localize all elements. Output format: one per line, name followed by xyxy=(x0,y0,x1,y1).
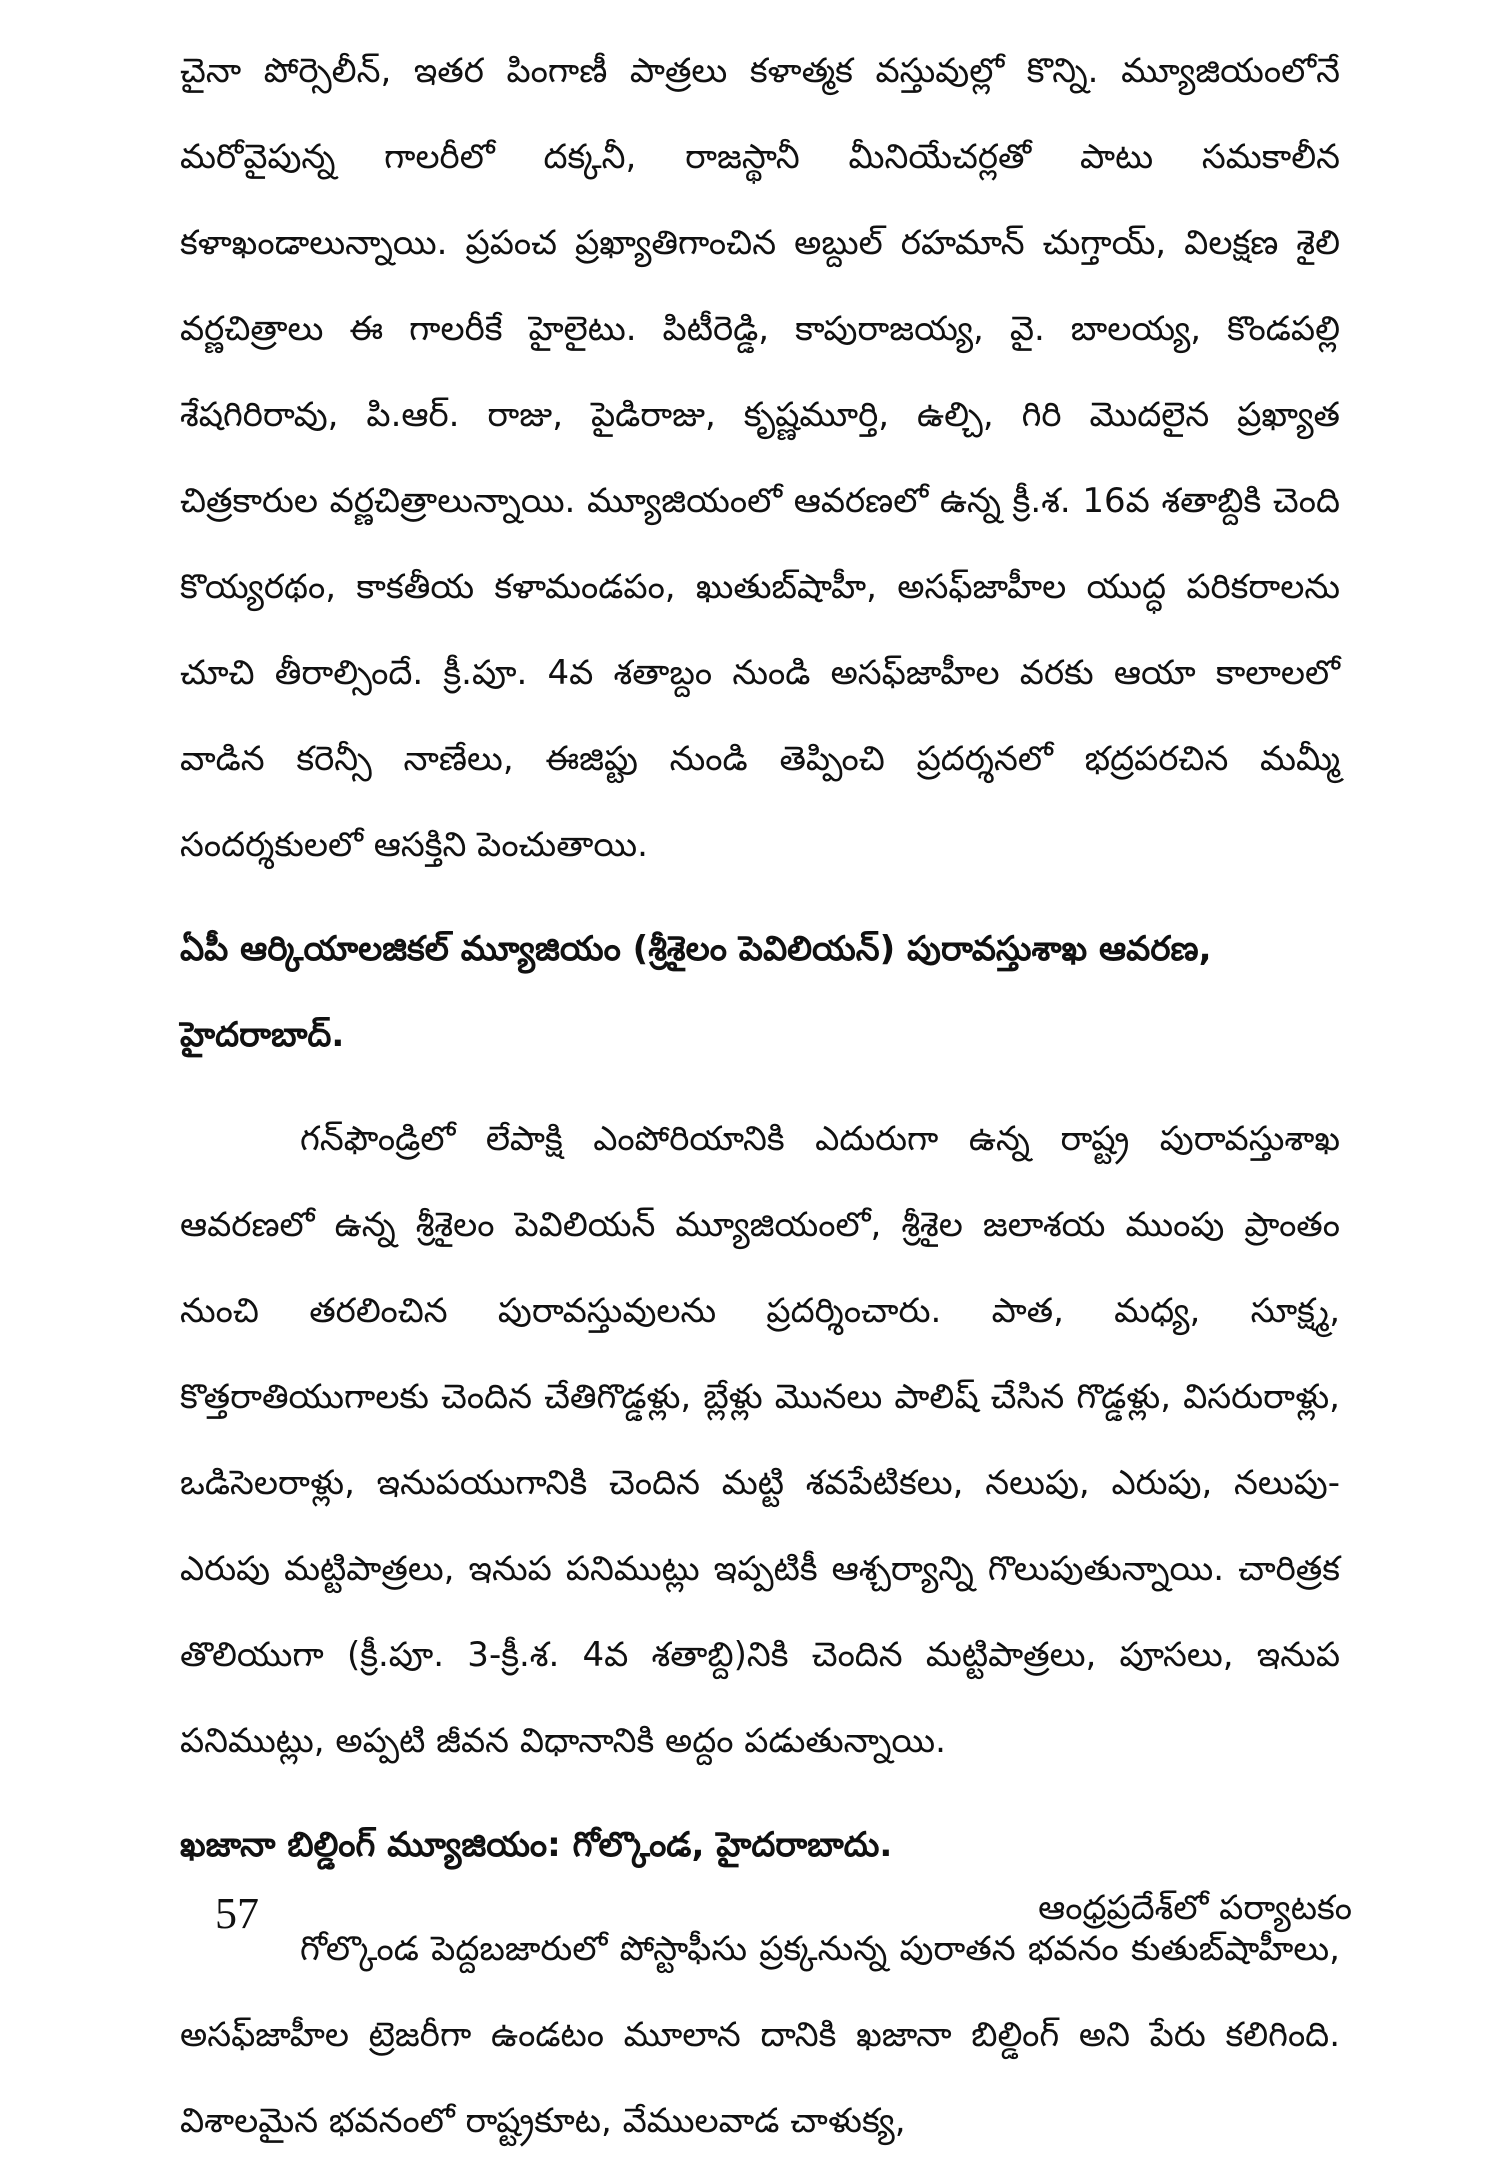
body-paragraph-1: చైనా పోర్సెలీన్, ఇతర పింగాణీ పాత్రలు కళాత్మక వస్తువుల్లో కొన్ని. మ్యూజియంలోనే మరోవైపున్న గాలరీలో దక్కనీ, రాజస్థానీ మీనియేచర్లతో పాటు సమకాలీన కళాఖండాలున్నాయి. ప్రపంచ ప్రఖ్యాతిగాంచిన అబ్దుల్ రహమాన్ చుగ్తాయ్, విలక్షణ శైలి వర్ణచిత్రాలు ఈ గాలరీకే హైలైటు. పిటీరెడ్డి, కాపురాజయ్య, వై. బాలయ్య, కొండపల్లి శేషగిరిరావు, పి.ఆర్. రాజు, పైడిరాజు, కృష్ణమూర్తి, ఉల్చి, గిరి మొదలైన ప్రఖ్యాత చిత్రకారుల వర్ణచిత్రాలున్నాయి. మ్యూజియంలో ఆవరణలో ఉన్న క్రీ.శ. 16వ శతాబ్దికి చెంది కొయ్యరథం, కాకతీయ కళామండపం, ఖుతుబ్‌షాహీ, అసఫ్‌జాహీల యుద్ధ పరికరాలను చూచి తీరాల్సిందే. క్రీ.పూ. 4వ శతాబ్దం నుండి అసఫ్‌జాహీల వరకు ఆయా కాలాలలో వాడిన కరెన్సీ నాణేలు, ఈజిప్టు నుండి తెప్పించి ప్రదర్శనలో భద్రపరచిన మమ్మీ సందర్శకులలో ఆసక్తిని పెంచుతాయి. xyxy=(180,51,1340,865)
running-footer-title: ఆంధ్రప్రదేశ్‌లో పర్యాటకం xyxy=(1038,1888,1352,1928)
body-paragraph-3: గోల్కొండ పెద్దబజారులో పోస్టాఫీసు ప్రక్కనున్న పురాతన భవనం కుతుబ్‌షాహీలు, అసఫ్‌జాహీల ట్రెజరీగా ఉండటం మూలాన దానికి ఖజానా బిల్డింగ్ అని పేరు కలిగింది. విశాలమైన భవనంలో రాష్ట్రకూట, వేములవాడ చాళుక్య, xyxy=(180,1929,1340,2141)
section-heading-khajana-building: ఖజానా బిల్డింగ్ మ్యూజియం: గోల్కొండ, హైదరాబాదు. xyxy=(180,1825,893,1865)
body-paragraph-2: గన్‌ఫౌండ్రిలో లేపాక్షి ఎంపోరియానికి ఎదురుగా ఉన్న రాష్ట్ర పురావస్తుశాఖ ఆవరణలో ఉన్న శ్రీశైలం పెవిలియన్ మ్యూజియంలో, శ్రీశైల జలాశయ ముంపు ప్రాంతం నుంచి తరలించిన పురావస్తువులను ప్రదర్శించారు. పాత, మధ్య, సూక్ష్మ, కొత్తరాతియుగాలకు చెందిన చేతిగొడ్డళ్లు, బ్లేళ్లు మొనలు పాలిష్ చేసిన గొడ్డళ్లు, విసరురాళ్లు, ఒడిసెలరాళ్లు, ఇనుపయుగానికి చెందిన మట్టి శవపేటికలు, నలుపు, ఎరుపు, నలుపు-ఎరుపు మట్టిపాత్రలు, ఇనుప పనిముట్లు ఇప్పటికీ ఆశ్చర్యాన్ని గొలుపుతున్నాయి. చారిత్రక తొలియుగా (క్రీ.పూ. 3-క్రీ.శ. 4వ శతాబ్ది)నికి చెందిన మట్టిపాత్రలు, పూసలు, ఇనుప పనిముట్లు, అప్పటి జీవన విధానానికి అద్దం పడుతున్నాయి. xyxy=(180,1119,1340,1761)
section-heading-srisailam-pavilion: ఏపీ ఆర్కియాలజికల్ మ్యూజియం (శ్రీశైలం పెవిలియన్) పురావస్తుశాఖ ఆవరణ, హైదరాబాద్. xyxy=(180,929,1212,1055)
page-number: 57 xyxy=(215,1889,259,1938)
text-column xyxy=(180,28,1340,2164)
